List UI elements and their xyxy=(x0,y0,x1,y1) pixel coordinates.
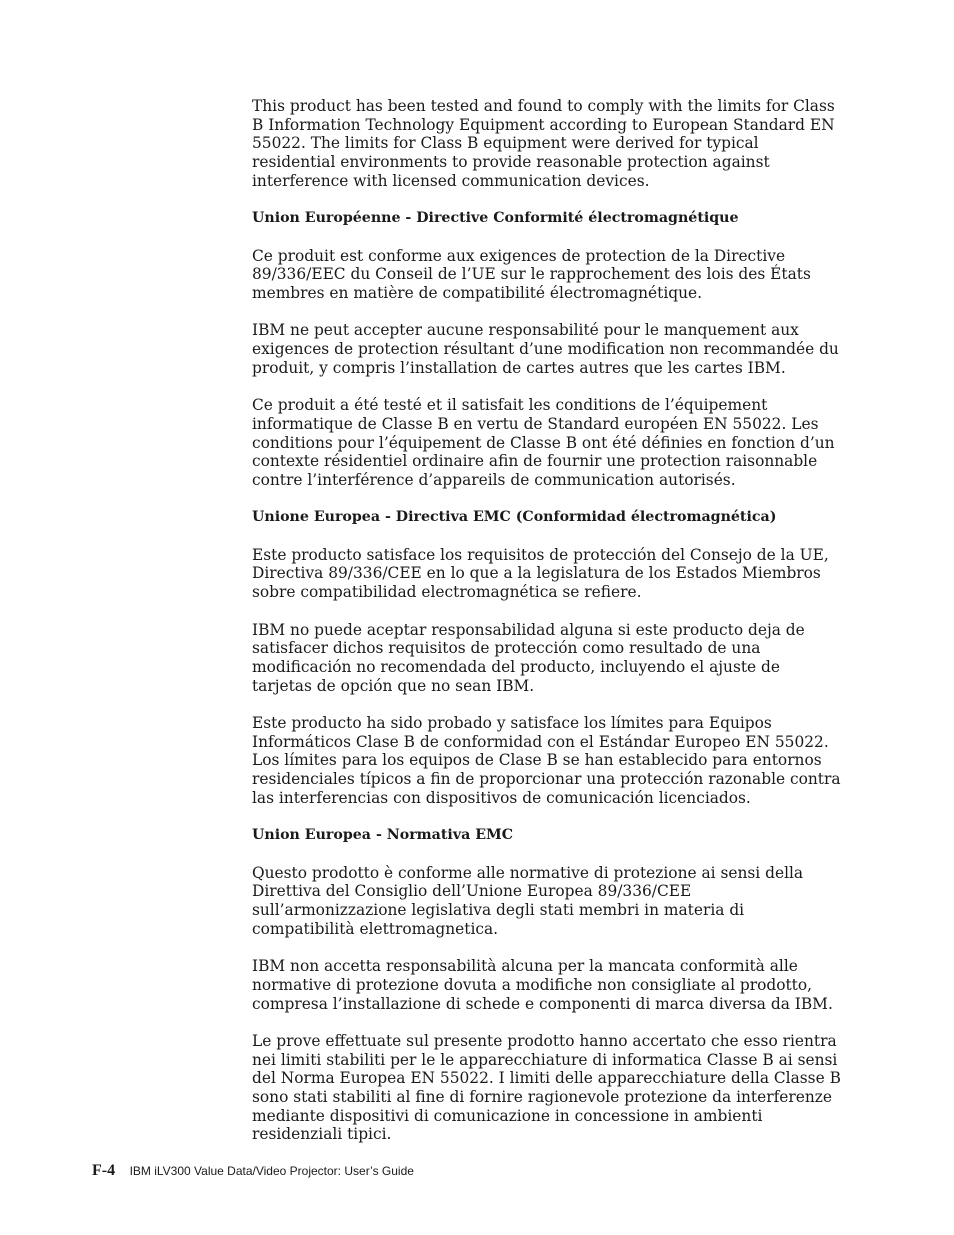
heading-eu-spanish: Unione Europea - Directiva EMC (Conformidad électromagnética) xyxy=(252,509,777,526)
paragraph-italian-1: Questo prodotto è conforme alle normative di protezione ai sensi della Direttiva del Consiglio dell’Unione Europea 89/336/CEE sull’armonizzazione legislativa degli stati membri in materia di compatibilità elettromagnetica. xyxy=(252,863,804,938)
paragraph-spanish-1: Este producto satisface los requisitos de protección del Consejo de la UE, Directiva 89/336/CEE en lo que a la legislatura de los Estados Miembros sobre compatibilidad electromagnética se refiere. xyxy=(252,545,829,602)
paragraph-french-2: IBM ne peut accepter aucune responsabilité pour le manquement aux exigences de protection résultant d’une modification non recommandée du produit, y compris l’installation de cartes autres que les cartes IBM. xyxy=(252,321,839,377)
page-body xyxy=(252,97,842,1163)
paragraph-class-b-compliance: This product has been tested and found to comply with the limits for Class B Information Technology Equipment according to European Standard EN 55022. The limits for Class B equipment were derived for typical residential environments to provide reasonable protection against interference with licensed communication devices. xyxy=(252,97,835,190)
paragraph-french-3: Ce produit a été testé et il satisfait les conditions de l’équipement informatique de Classe B en vertu de Standard européen EN 55022. Les conditions pour l’équipement de Classe B ont été définies en fonction d’un contexte résidentiel ordinaire afin de fournir une protection raisonnable contre l’interférence d’appareils de communication autorisés. xyxy=(252,396,835,489)
paragraph-spanish-2: IBM no puede aceptar responsabilidad alguna si este producto deja de satisfacer dichos requisitos de protección como resultado de una modificación no recomendada del producto, incluyendo el ajuste de tarjetas de opción que no sean IBM. xyxy=(252,620,805,695)
page-footer xyxy=(92,1162,414,1180)
paragraph-french-1: Ce produit est conforme aux exigences de protection de la Directive 89/336/EEC du Conseil de l’UE sur le rapprochement des lois des États membres en matière de compatibilité électromagnétique. xyxy=(252,246,811,302)
heading-eu-french: Union Européenne - Directive Conformité électromagnétique xyxy=(252,210,739,227)
paragraph-italian-2: IBM non accetta responsabilità alcuna per la mancata conformità alle normative di protezione dovuta a modifiche non consigliate al prodotto, compresa l’installazione di schede e componenti di marca diversa da IBM. xyxy=(252,957,833,1013)
heading-eu-italian: Union Europea - Normativa EMC xyxy=(252,827,514,844)
paragraph-italian-3: Le prove effettuate sul presente prodotto hanno accertato che esso rientra nei limiti stabiliti per le le apparecchiature di informatica Classe B ai sensi del Norma Europea EN 55022. I limiti delle apparecchiature della Classe B sono stati stabiliti al fine di fornire ragionevole protezione da interferenze mediante dispositivi di comunicazione in concessione in ambienti residenziali tipici. xyxy=(252,1031,841,1144)
page-number: F-4 xyxy=(92,1162,116,1179)
document-title: IBM iLV300 Value Data/Video Projector: User’s Guide xyxy=(129,1164,414,1178)
paragraph-spanish-3: Este producto ha sido probado y satisface los límites para Equipos Informáticos Clase B de conformidad con el Estándar Europeo EN 55022. Los límites para los equipos de Clase B se han establecido para entornos residenciales típicos a fin de proporcionar una protección razonable contra las interferencias con dispositivos de comunicación licenciados. xyxy=(252,714,841,807)
